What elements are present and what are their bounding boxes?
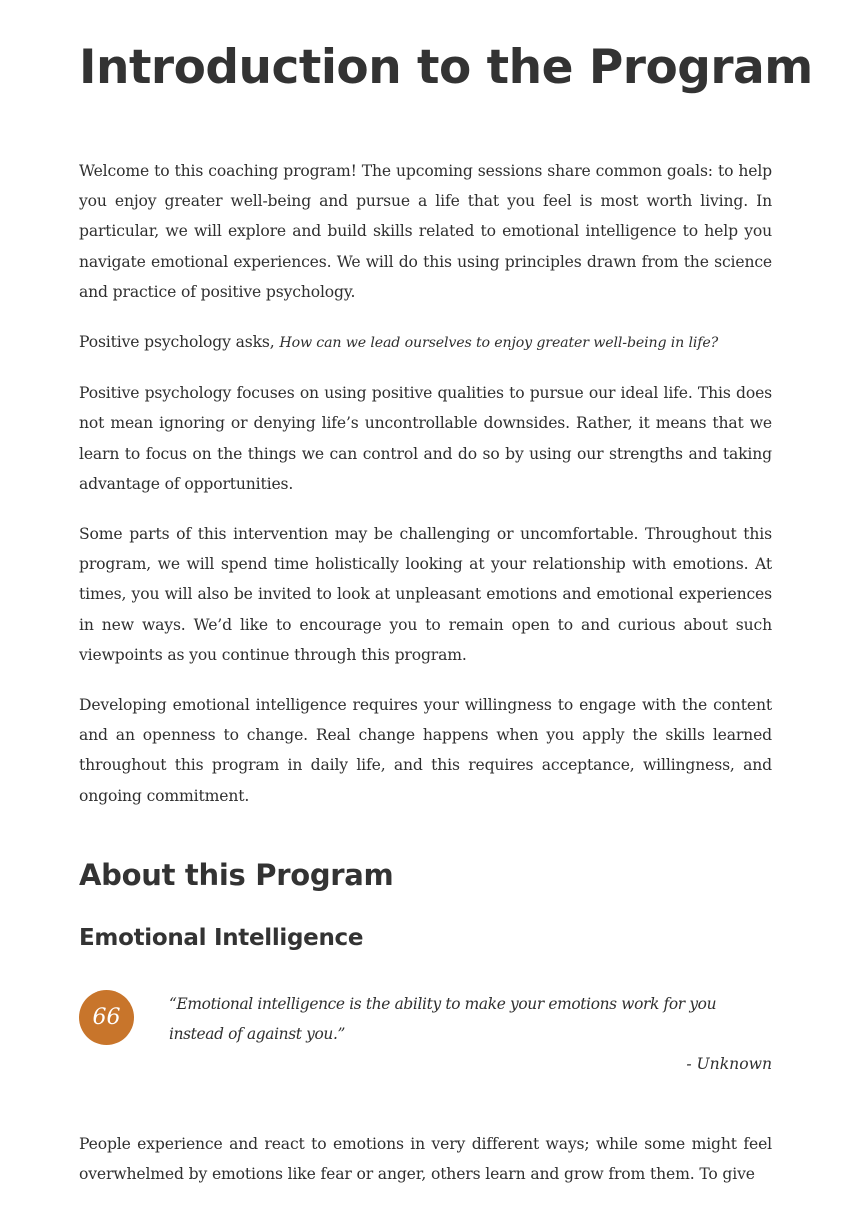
intro-paragraph-3: Positive psychology focuses on using positive qualities to pursue our ideal life. This does not mean ignoring or denying life’s uncontrollable downsides. Rather, it means that we learn to focus on the things we can control and do so by using our strengths and taking advantage of opportunities. bbox=[79, 384, 772, 493]
page-title: Introduction to the Program bbox=[79, 40, 813, 95]
intro-paragraph-2-lead: Positive psychology asks, bbox=[79, 333, 280, 352]
quote-attribution: - Unknown bbox=[686, 1055, 772, 1073]
subsection-heading: Emotional Intelligence bbox=[79, 925, 364, 951]
intro-paragraph-2 bbox=[79, 327, 772, 358]
quote-text: “Emotional intelligence is the ability to make your emotions work for you instead of against you.” bbox=[169, 995, 717, 1043]
intro-paragraph-4: Some parts of this intervention may be challenging or uncomfortable. Throughout this program, we will spend time holistically looking at your relationship with emotions. At times, you will also be invited to look at unpleasant emotions and emotional experiences in new ways. We’d like to encourage you to remain open to and curious about such viewpoints as you continue through this program. bbox=[79, 525, 772, 664]
intro-paragraph-1: Welcome to this coaching program! The upcoming sessions share common goals: to help you enjoy greater well-being and pursue a life that you feel is most worth living. In particular, we will explore and build skills related to emotional intelligence to help you navigate emotional experiences. We will do this using principles drawn from the science and practice of positive psychology. bbox=[79, 162, 772, 301]
intro-section bbox=[79, 156, 772, 831]
intro-paragraph-5: Developing emotional intelligence requires your willingness to engage with the content and an openness to change. Real change happens when you apply the skills learned throughout this program in daily life, and this requires acceptance, willingness, and ongoing commitment. bbox=[79, 696, 772, 805]
quote-badge-label: 66 bbox=[92, 1005, 121, 1030]
closing-paragraph: People experience and react to emotions in very different ways; while some might feel overwhelmed by emotions like fear or anger, others learn and grow from them. To give bbox=[79, 1135, 772, 1184]
intro-paragraph-2-question: How can we lead ourselves to enjoy greater well-being in life? bbox=[279, 335, 719, 352]
quote-icon bbox=[79, 990, 134, 1045]
section-heading: About this Program bbox=[79, 858, 394, 892]
